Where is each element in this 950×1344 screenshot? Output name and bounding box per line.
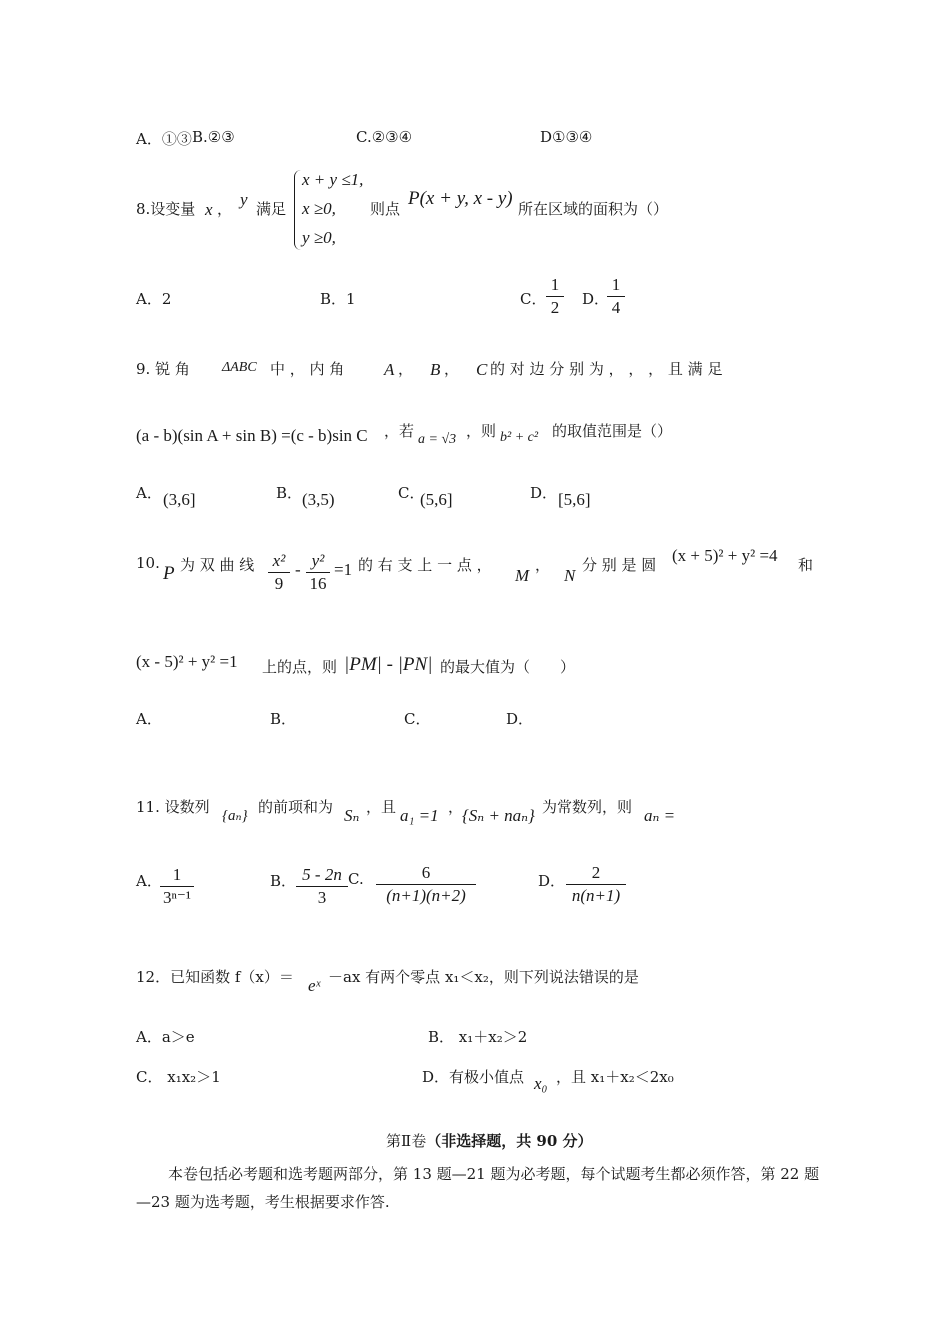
q10-fraction-y-den: 16 bbox=[306, 572, 330, 595]
q8-constraint-brace bbox=[294, 170, 301, 250]
q10-text5: 的最大值为（ ） bbox=[440, 658, 576, 676]
q9-line1-mid: 中 ， 内 角 bbox=[270, 360, 345, 378]
q10-number: 10. bbox=[136, 554, 160, 572]
q9-ruo: ，若 bbox=[384, 422, 415, 440]
q11-sn: Sₙ bbox=[344, 806, 360, 825]
q9-option-b-label: B． bbox=[276, 484, 303, 502]
q8-option-d-label: D． bbox=[582, 290, 610, 308]
q8-stem-start: 8.设变量 bbox=[136, 200, 196, 218]
q8-var-x: x bbox=[205, 200, 213, 219]
q7-option-a: A．①③ bbox=[136, 130, 192, 148]
q9-option-d-value: [5,6] bbox=[558, 490, 591, 509]
q9-ze: ，则 bbox=[466, 422, 497, 440]
q8-point-expr: P(x + y, x - y) bbox=[408, 188, 513, 209]
q11-text5: 为常数列，则 bbox=[542, 798, 633, 816]
q10-option-c: C． bbox=[404, 710, 431, 728]
q11-option-d-num: 2 bbox=[591, 863, 601, 882]
q11-text4: ， bbox=[448, 798, 464, 816]
q9-line1-start: 9. 锐 角 bbox=[136, 360, 190, 378]
q10-fraction-x-num: x² bbox=[272, 551, 286, 570]
q12-option-c: C． x₁x₂＞1 bbox=[136, 1068, 221, 1086]
q10-option-d: D． bbox=[506, 710, 534, 728]
part2-title-desc: （非选择题，共 90 分） bbox=[426, 1132, 593, 1150]
q9-bc-expr: b² + c² bbox=[500, 430, 539, 445]
q10-abs-expr: |PM| - |PN| bbox=[344, 654, 433, 675]
q12-option-a: A．a＞e bbox=[136, 1028, 195, 1046]
q10-option-b: B． bbox=[270, 710, 297, 728]
q11-option-b-label: B． bbox=[270, 872, 297, 890]
q8-option-c-fraction bbox=[546, 274, 564, 319]
q7-option-d: D①③④ bbox=[540, 128, 593, 146]
q10-text3: 分 别 是 圆 bbox=[582, 556, 657, 574]
q9-condition-eq: (a - b)(sin A + sin B) =(c - b)sin C bbox=[136, 426, 368, 445]
q10-point-m: M bbox=[515, 566, 530, 585]
q8-option-d-num: 1 bbox=[611, 275, 621, 294]
q9-triangle: ΔABC bbox=[222, 360, 257, 375]
q8-stem-point: 则点 bbox=[370, 200, 401, 218]
q9-angle-c: C bbox=[476, 360, 488, 379]
q9-option-c-value: (5,6] bbox=[420, 490, 453, 509]
q8-option-b: B．1 bbox=[320, 290, 356, 308]
q11-option-a-label: A． bbox=[136, 872, 162, 890]
q8-option-c-num: 1 bbox=[550, 275, 560, 294]
q11-option-c-den: (n+1)(n+2) bbox=[376, 884, 476, 907]
q10-fraction-x bbox=[268, 550, 290, 595]
q8-constraint-3: y ≥0, bbox=[302, 228, 336, 247]
q11-option-c-label: C. bbox=[348, 870, 364, 888]
q10-minus: - bbox=[295, 560, 301, 579]
q10-sep: ， bbox=[535, 556, 551, 574]
q8-var-y: y bbox=[240, 190, 248, 209]
q9-tail: 的取值范围是（） bbox=[552, 422, 673, 440]
q10-circle2: (x - 5)² + y² =1 bbox=[136, 652, 238, 671]
q9-option-d-label: D． bbox=[530, 484, 558, 502]
q8-constraint-2: x ≥0, bbox=[302, 199, 336, 218]
q11-option-b-fraction bbox=[296, 864, 348, 909]
q10-fraction-y bbox=[306, 550, 330, 595]
q11-option-a-num: 1 bbox=[172, 865, 182, 884]
q10-text1: 为 双 曲 线 bbox=[180, 556, 255, 574]
q10-option-a: A． bbox=[136, 710, 162, 728]
q8-option-a: A．2 bbox=[136, 290, 172, 308]
q9-a-eq: a = √3 bbox=[418, 432, 457, 447]
q9-option-c-label: C． bbox=[398, 484, 425, 502]
q11-option-d-fraction bbox=[566, 862, 626, 907]
q9-angle-b: B bbox=[430, 360, 441, 379]
q11-text3: ，且 bbox=[366, 798, 397, 816]
q9-option-a-label: A． bbox=[136, 484, 162, 502]
q8-option-c-den: 2 bbox=[546, 296, 564, 319]
q8-stem-end: 所在区域的面积为（） bbox=[518, 200, 669, 218]
q11-option-d-den: n(n+1) bbox=[566, 884, 626, 907]
q12-option-b: B． x₁＋x₂＞2 bbox=[428, 1028, 528, 1046]
q8-stem-satisfy: 满足 bbox=[256, 200, 287, 218]
q7-option-b: B.②③ bbox=[192, 128, 235, 146]
q11-option-b-num: 5 - 2n bbox=[302, 865, 342, 884]
q8-option-d-den: 4 bbox=[607, 296, 625, 319]
q8-option-d-fraction bbox=[607, 274, 625, 319]
q12-text1: 12．已知函数 f（x）＝ bbox=[136, 968, 294, 986]
q9-angle-a: A bbox=[384, 360, 395, 379]
q9-option-b-value: (3,5) bbox=[302, 490, 335, 509]
q11-option-c-num: 6 bbox=[421, 863, 431, 882]
q11-text1: 11. 设数列 bbox=[136, 798, 210, 816]
q12-x0: x₀ bbox=[534, 1074, 548, 1093]
q11-seq2: {Sₙ + naₙ} bbox=[462, 806, 535, 825]
q10-circle1: (x + 5)² + y² =4 bbox=[672, 546, 778, 565]
q11-option-d-label: D． bbox=[538, 872, 566, 890]
part2-instructions: 本卷包括必考题和选考题两部分，第 13 题—21 题为必考题，每个试题考生都必须作答，第 22 题—23 题为选考题，考生根据要求作答. bbox=[136, 1165, 820, 1211]
q11-an: aₙ = bbox=[644, 806, 676, 825]
q10-fraction-y-num: y² bbox=[311, 551, 325, 570]
q9-line1-end: 的 对 边 分 别 为 ， ， ， 且 满 足 bbox=[490, 360, 723, 378]
part2-title bbox=[386, 1130, 593, 1151]
q10-fraction-x-den: 9 bbox=[268, 572, 290, 595]
q11-seq: {aₙ} bbox=[222, 808, 248, 824]
q11-option-a-fraction bbox=[160, 864, 194, 909]
q12-option-d-start: D．有极小值点 bbox=[422, 1068, 525, 1086]
q10-eq1: =1 bbox=[334, 560, 353, 579]
q11-option-a-den: 3ⁿ⁻¹ bbox=[160, 886, 194, 909]
q11-a1: a₁ =1 bbox=[400, 806, 439, 825]
q7-option-c: C.②③④ bbox=[356, 128, 413, 146]
q10-point-n: N bbox=[564, 566, 576, 585]
q8-comma: ， bbox=[217, 200, 233, 218]
q9-sep1: ， bbox=[398, 360, 414, 378]
q10-he: 和 bbox=[798, 556, 814, 574]
q11-option-c-fraction bbox=[376, 862, 476, 907]
q8-option-c-label: C． bbox=[520, 290, 547, 308]
q10-text2: 的 右 支 上 一 点 ， bbox=[358, 556, 492, 574]
q12-exp: eˣ bbox=[308, 976, 321, 995]
q8-constraint-1: x + y ≤1, bbox=[302, 170, 364, 189]
part2-title-volume: 第Ⅱ卷 bbox=[386, 1132, 427, 1150]
q11-text2: 的前项和为 bbox=[258, 798, 334, 816]
q9-sep2: ， bbox=[444, 360, 460, 378]
q12-text2: －ax 有两个零点 x₁＜x₂，则下列说法错误的是 bbox=[328, 968, 639, 986]
q9-option-a-value: (3,6] bbox=[163, 490, 196, 509]
q10-text4: 上的点，则 bbox=[262, 658, 338, 676]
q11-option-b-den: 3 bbox=[296, 886, 348, 909]
q12-option-d-end: ，且 x₁＋x₂＜2x₀ bbox=[556, 1068, 674, 1086]
q10-point-p: P bbox=[163, 563, 175, 584]
